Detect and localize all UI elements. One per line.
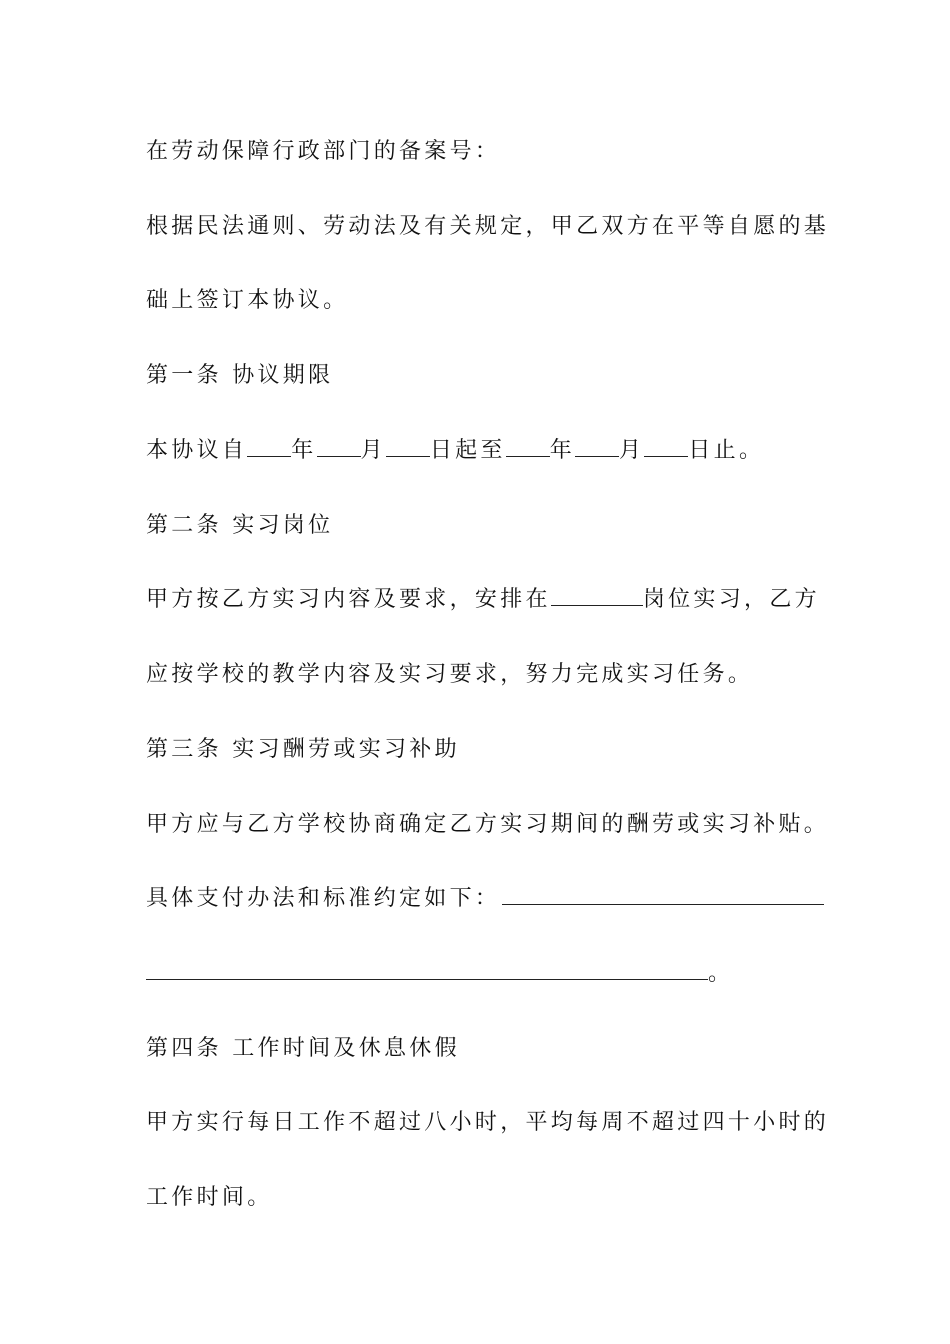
pay-line-1: 甲方应与乙方学校协商确定乙方实习期间的酬劳或实习补贴。: [146, 812, 830, 837]
term-month-2: 月: [619, 438, 645, 463]
article-4-heading: 第四条 工作时间及休息休假: [146, 1036, 460, 1061]
blank-pay-terms: [502, 884, 824, 905]
blank-month-start: [317, 436, 361, 457]
blank-day-end: [644, 436, 688, 457]
term-month-1: 月: [360, 438, 386, 463]
pay-line-3: [146, 959, 826, 989]
pay-line-end: 。: [708, 961, 734, 986]
blank-post: [551, 585, 643, 606]
pay-terms-prefix: 具体支付办法和标准约定如下：: [146, 886, 501, 911]
post-line-2: 应按学校的教学内容及实习要求，努力完成实习任务。: [146, 662, 754, 687]
article-2-heading: 第二条 实习岗位: [146, 513, 334, 538]
blank-year-end: [506, 436, 550, 457]
filing-number-line: 在劳动保障行政部门的备案号：: [146, 139, 501, 164]
term-year-1: 年: [291, 438, 317, 463]
hours-line-1: 甲方实行每日工作不超过八小时，平均每周不超过四十小时的: [146, 1110, 830, 1135]
term-prefix: 本协议自: [146, 438, 248, 463]
term-end: 日止。: [688, 438, 765, 463]
blank-year-start: [247, 436, 291, 457]
term-day-to: 日起至: [429, 438, 506, 463]
term-line: [146, 436, 826, 466]
hours-line-2: 工作时间。: [146, 1185, 273, 1210]
post-line-1: [146, 585, 826, 615]
blank-pay-terms-continued: [146, 959, 708, 980]
pay-line-2: [146, 884, 826, 914]
term-year-2: 年: [549, 438, 576, 463]
post-suffix: 岗位实习，乙方: [642, 587, 820, 612]
blank-month-end: [575, 436, 619, 457]
blank-day-start: [386, 436, 430, 457]
preamble-line-1: 根据民法通则、劳动法及有关规定，甲乙双方在平等自愿的基: [146, 214, 830, 239]
post-prefix: 甲方按乙方实习内容及要求，安排在: [146, 587, 551, 612]
article-3-heading: 第三条 实习酬劳或实习补助: [146, 737, 460, 762]
preamble-line-2: 础上签订本协议。: [146, 288, 349, 313]
article-1-heading: 第一条 协议期限: [146, 363, 334, 388]
